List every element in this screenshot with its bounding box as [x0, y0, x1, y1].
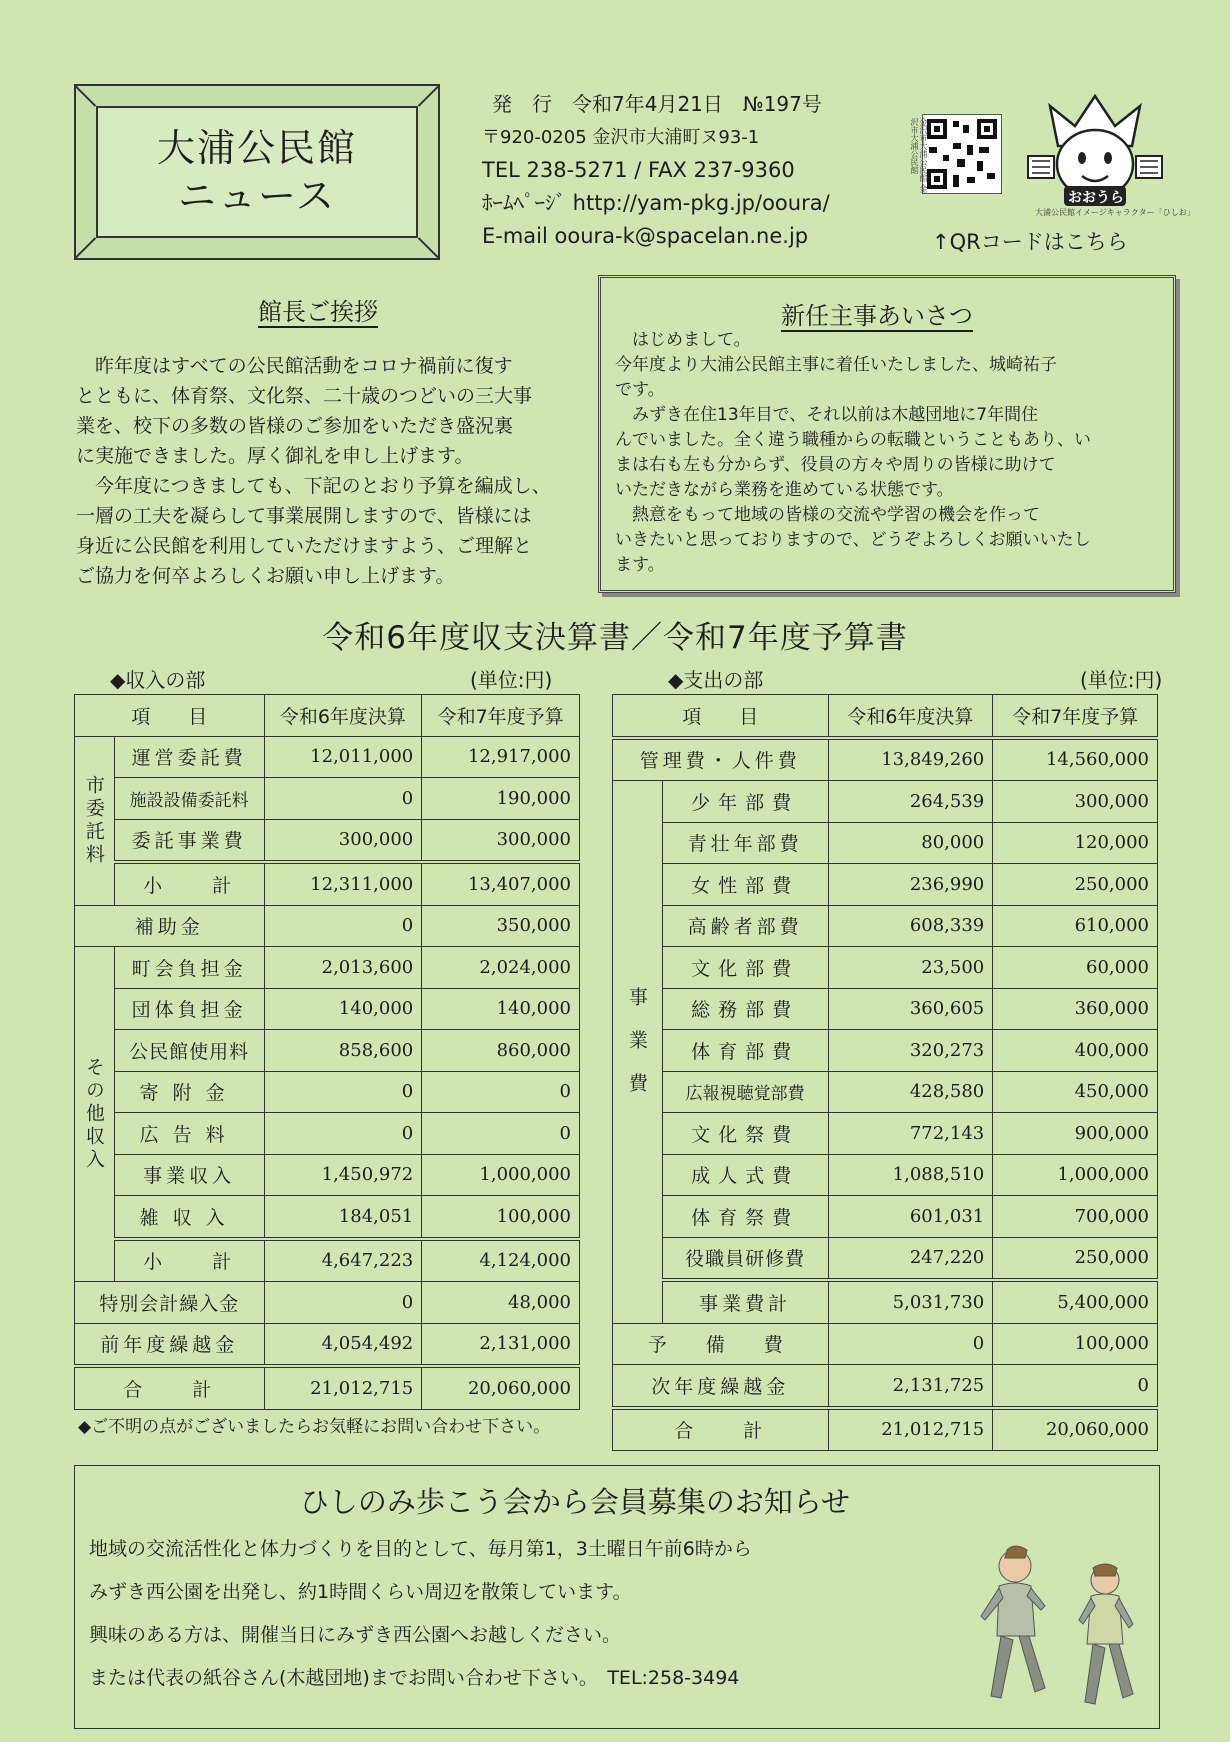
recruitment-title: ひしのみ歩こう会から会員募集のお知らせ: [299, 1485, 851, 1519]
table-row: [613, 1237, 1158, 1280]
recruitment-notice: [74, 1465, 1160, 1729]
row-item: 文化部費: [662, 947, 828, 989]
table-row: [75, 1113, 580, 1155]
table-row: [613, 822, 1158, 864]
table-row: [613, 1365, 1158, 1408]
table-row: [75, 1323, 580, 1366]
mascot-caption: 大浦公民館イメージキャラクター「ひしお」: [1035, 208, 1195, 217]
col-item-header: 項 目: [613, 695, 829, 738]
row-value-2025: 900,000: [993, 1113, 1158, 1155]
table-row: [75, 1196, 580, 1239]
row-value-2025: 13,407,000: [422, 862, 580, 905]
mascot-character-icon: [1020, 86, 1170, 210]
expense-table: [612, 694, 1158, 1451]
row-value-2024: 0: [264, 905, 422, 947]
row-value-2025: 5,400,000: [993, 1280, 1158, 1323]
email-link[interactable]: E-mail ooura-k@spacelan.ne.jp: [482, 224, 809, 248]
row-value-2025: 120,000: [993, 822, 1158, 864]
table-row: [75, 988, 580, 1030]
row-item: 運営委託費: [114, 736, 264, 778]
row-item: 広報視聴覚部費: [662, 1071, 828, 1113]
text-line: とともに、体育祭、文化祭、二十歳のつどいの三大事: [76, 385, 533, 407]
table-row: [75, 1154, 580, 1196]
director-greeting-body: [76, 351, 551, 591]
row-value-2025: 0: [422, 1071, 580, 1113]
text-line: 業を、校下の多数の皆様のご参加をいただき盛況裏: [76, 415, 514, 437]
row-value-2025: 48,000: [422, 1282, 580, 1324]
table-row: [75, 947, 580, 989]
qr-code-icon[interactable]: [922, 114, 1002, 194]
text-line: ます。: [615, 555, 665, 575]
text-line: 今年度より大浦公民館主事に着任いたしました、城崎祐子: [615, 355, 1057, 375]
text-line: 一層の工夫を凝らして事業展開しますので、皆様には: [76, 505, 532, 527]
publication-info: [482, 88, 830, 253]
table-header-row: [613, 695, 1158, 738]
col-2025-header: 令和7年度予算: [993, 695, 1158, 738]
text-line: みずき西公園を出発し、約1時間くらい周辺を散策しています。: [89, 1581, 632, 1603]
text-line: 身近に公民館を利用していただけますよう、ご理解と: [76, 535, 533, 557]
row-value-2025: 860,000: [422, 1030, 580, 1072]
expense-section-label: ◆支出の部: [668, 668, 764, 692]
row-value-2024: 4,647,223: [264, 1239, 422, 1282]
bevel-line: [75, 86, 96, 107]
row-value-2025: 14,560,000: [993, 738, 1158, 781]
group-other-label: その他収入: [75, 947, 115, 1282]
walking-people-icon: [955, 1536, 1155, 1716]
table-row: [75, 1282, 580, 1324]
row-item: 事業費計: [662, 1280, 828, 1323]
table-total-row: [75, 1366, 580, 1409]
col-2025-header: 令和7年度予算: [422, 695, 580, 737]
row-value-2025: 20,060,000: [993, 1408, 1158, 1451]
row-value-2024: 320,273: [828, 1030, 993, 1072]
row-item: 委託事業費: [114, 819, 264, 862]
row-value-2025: 610,000: [993, 905, 1158, 947]
finance-title: 令和6年度収支決算書／令和7年度予算書: [322, 620, 908, 656]
row-value-2024: 21,012,715: [828, 1408, 993, 1451]
row-item: 体育部費: [662, 1030, 828, 1072]
row-value-2024: 13,849,260: [828, 738, 993, 781]
row-item: 団体負担金: [114, 988, 264, 1030]
row-value-2024: 80,000: [828, 822, 993, 864]
row-value-2025: 1,000,000: [993, 1154, 1158, 1196]
table-row: [613, 864, 1158, 906]
row-item: 体育祭費: [662, 1196, 828, 1238]
group-city-label: 市委託料: [75, 736, 115, 905]
table-row: [613, 1280, 1158, 1323]
row-value-2024: 12,311,000: [264, 862, 422, 905]
row-value-2024: 2,131,725: [828, 1365, 993, 1408]
table-row: [613, 738, 1158, 781]
row-value-2025: 0: [993, 1365, 1158, 1408]
table-row: [613, 1196, 1158, 1238]
row-value-2024: 0: [264, 1113, 422, 1155]
row-value-2024: 140,000: [264, 988, 422, 1030]
row-value-2025: 300,000: [422, 819, 580, 862]
row-item: 特別会計繰入金: [75, 1282, 265, 1324]
row-item: 小 計: [114, 862, 264, 905]
table-row: [75, 819, 580, 862]
text-line: んでいました。全く違う職種からの転職ということもあり、い: [615, 430, 1091, 450]
qr-label: ↑QRコードはこちら: [932, 230, 1128, 254]
row-item: 施設設備委託料: [114, 778, 264, 820]
row-item: 雑収入: [114, 1196, 264, 1239]
director-greeting-title: 館長ご挨拶: [258, 298, 378, 326]
row-value-2024: 23,500: [828, 947, 993, 989]
row-value-2024: 21,012,715: [264, 1366, 422, 1409]
table-row: [613, 1030, 1158, 1072]
table-row: [613, 1323, 1158, 1365]
row-value-2025: 250,000: [993, 864, 1158, 906]
table-row: [613, 905, 1158, 947]
row-item: 前年度繰越金: [75, 1323, 265, 1366]
row-item: 次年度繰越金: [613, 1365, 829, 1408]
row-value-2024: 184,051: [264, 1196, 422, 1239]
row-value-2024: 772,143: [828, 1113, 993, 1155]
bevel-line: [75, 237, 96, 258]
new-staff-title: 新任主事あいさつ: [781, 302, 973, 330]
row-value-2025: 100,000: [422, 1196, 580, 1239]
recruitment-body: [89, 1528, 752, 1700]
row-value-2024: 428,580: [828, 1071, 993, 1113]
row-item: 文化祭費: [662, 1113, 828, 1155]
table-row: [75, 1239, 580, 1282]
text-line: または代表の紙谷さん(木越団地)までお問い合わせ下さい。 TEL:258-3494: [89, 1667, 740, 1689]
row-item: 合 計: [75, 1366, 265, 1409]
table-header-row: [75, 695, 580, 737]
income-section-label: ◆収入の部: [110, 668, 206, 692]
table-row: [613, 1071, 1158, 1113]
masthead-title-box: [96, 106, 418, 238]
row-value-2024: 300,000: [264, 819, 422, 862]
row-item: 高齢者部費: [662, 905, 828, 947]
row-value-2024: 236,990: [828, 864, 993, 906]
issue-line: 発 行 令和7年4月21日 №197号: [492, 92, 822, 116]
row-item: 成人式費: [662, 1154, 828, 1196]
table-row: [75, 1071, 580, 1113]
text-line: まは右も左も分からず、役員の方々や周りの皆様に助けて: [615, 455, 1056, 475]
row-value-2025: 250,000: [993, 1237, 1158, 1280]
homepage-link[interactable]: ﾎｰﾑﾍﾟｰｼﾞ http://yam-pkg.jp/ooura/: [482, 191, 830, 215]
address: 〒920-0205 金沢市大浦町ヌ93-1: [482, 127, 760, 148]
row-value-2025: 360,000: [993, 988, 1158, 1030]
expense-unit: (単位:円): [1080, 668, 1163, 692]
col-2024-header: 令和6年度決算: [828, 695, 993, 738]
text-line: 熱意をもって地域の皆様の交流や学習の機会を作って: [615, 505, 1040, 525]
row-item: 合 計: [613, 1408, 829, 1451]
row-value-2025: 2,024,000: [422, 947, 580, 989]
phone-fax: TEL 238-5271 / FAX 237-9360: [482, 158, 795, 182]
row-value-2025: 12,917,000: [422, 736, 580, 778]
row-value-2024: 264,539: [828, 781, 993, 823]
row-value-2024: 2,013,600: [264, 947, 422, 989]
row-value-2024: 12,011,000: [264, 736, 422, 778]
text-line: いただきながら業務を進めている状態です。: [615, 480, 954, 500]
text-line: に実施できました。厚く御礼を申し上げます。: [76, 445, 474, 467]
text-line: 地域の交流活性化と体力づくりを目的として、毎月第1，3土曜日午前6時から: [89, 1538, 752, 1560]
row-value-2025: 1,000,000: [422, 1154, 580, 1196]
bevel-line: [418, 86, 439, 107]
table-row: [75, 736, 580, 778]
text-line: 昨年度はすべての公民館活動をコロナ禍前に復す: [76, 355, 513, 377]
table-row: [75, 778, 580, 820]
row-value-2024: 360,605: [828, 988, 993, 1030]
row-item: 広告料: [114, 1113, 264, 1155]
row-item: 公民館使用料: [114, 1030, 264, 1072]
row-value-2024: 0: [264, 1282, 422, 1324]
row-value-2025: 100,000: [993, 1323, 1158, 1365]
row-value-2024: 0: [828, 1323, 993, 1365]
new-staff-body: [615, 328, 1091, 578]
table-row: [75, 905, 580, 947]
row-value-2025: 0: [422, 1113, 580, 1155]
row-value-2024: 858,600: [264, 1030, 422, 1072]
row-item: 補助金: [75, 905, 265, 947]
row-value-2024: 601,031: [828, 1196, 993, 1238]
text-line: はじめまして。: [615, 330, 751, 350]
row-item: 青壮年部費: [662, 822, 828, 864]
row-value-2024: 0: [264, 778, 422, 820]
income-unit: (単位:円): [470, 668, 553, 692]
row-item: 予 備 費: [613, 1323, 829, 1365]
new-staff-box: [598, 275, 1176, 593]
bevel-line: [418, 237, 439, 258]
income-table: [74, 694, 580, 1410]
row-item: 女性部費: [662, 864, 828, 906]
text-line: 興味のある方は、開催当日にみずき西公園へお越しください。: [89, 1624, 622, 1646]
row-item: 役職員研修費: [662, 1237, 828, 1280]
mascot-badge: おおうら: [1068, 190, 1124, 206]
row-value-2024: 0: [264, 1071, 422, 1113]
row-item: 総務部費: [662, 988, 828, 1030]
row-value-2024: 608,339: [828, 905, 993, 947]
text-line: ご協力を何卒よろしくお願い申し上げます。: [76, 565, 455, 587]
newsletter-title: 大浦公民館: [156, 126, 357, 170]
row-item: 小 計: [114, 1239, 264, 1282]
row-item: 管理費・人件費: [613, 738, 829, 781]
col-item-header: 項 目: [75, 695, 265, 737]
row-value-2025: 20,060,000: [422, 1366, 580, 1409]
table-row: [75, 1030, 580, 1072]
qr-side-caption: 金沢市大浦公民館 金沢市大浦公民館: [910, 118, 928, 193]
row-value-2025: 300,000: [993, 781, 1158, 823]
row-value-2025: 140,000: [422, 988, 580, 1030]
table-total-row: [613, 1408, 1158, 1451]
row-value-2024: 1,088,510: [828, 1154, 993, 1196]
row-item: 寄附金: [114, 1071, 264, 1113]
table-row: [613, 781, 1158, 823]
row-value-2025: 700,000: [993, 1196, 1158, 1238]
row-value-2025: 350,000: [422, 905, 580, 947]
row-value-2024: 1,450,972: [264, 1154, 422, 1196]
row-value-2025: 450,000: [993, 1071, 1158, 1113]
col-2024-header: 令和6年度決算: [264, 695, 422, 737]
row-value-2025: 60,000: [993, 947, 1158, 989]
row-item: 少年部費: [662, 781, 828, 823]
group-business-label: 事業費: [613, 781, 663, 1324]
text-line: 今年度につきましても、下記のとおり予算を編成し、: [76, 475, 551, 497]
text-line: みずき在住13年目で、それ以前は木越団地に7年間住: [615, 405, 1039, 425]
row-item: 事業収入: [114, 1154, 264, 1196]
text-line: です。: [615, 380, 665, 400]
row-value-2025: 190,000: [422, 778, 580, 820]
text-line: いきたいと思っておりますので、どうぞよろしくお願いいたし: [615, 530, 1091, 550]
table-row: [75, 862, 580, 905]
table-row: [613, 1113, 1158, 1155]
masthead-frame: [74, 84, 440, 260]
row-value-2025: 4,124,000: [422, 1239, 580, 1282]
row-value-2025: 2,131,000: [422, 1323, 580, 1366]
row-value-2024: 5,031,730: [828, 1280, 993, 1323]
table-row: [613, 947, 1158, 989]
row-value-2024: 247,220: [828, 1237, 993, 1280]
row-value-2025: 400,000: [993, 1030, 1158, 1072]
newsletter-subtitle: ニュース: [177, 174, 337, 218]
row-value-2024: 4,054,492: [264, 1323, 422, 1366]
table-row: [613, 988, 1158, 1030]
table-row: [613, 1154, 1158, 1196]
inquiry-note: ◆ご不明の点がございましたらお気軽にお問い合わせ下さい。: [78, 1417, 551, 1437]
row-item: 町会負担金: [114, 947, 264, 989]
